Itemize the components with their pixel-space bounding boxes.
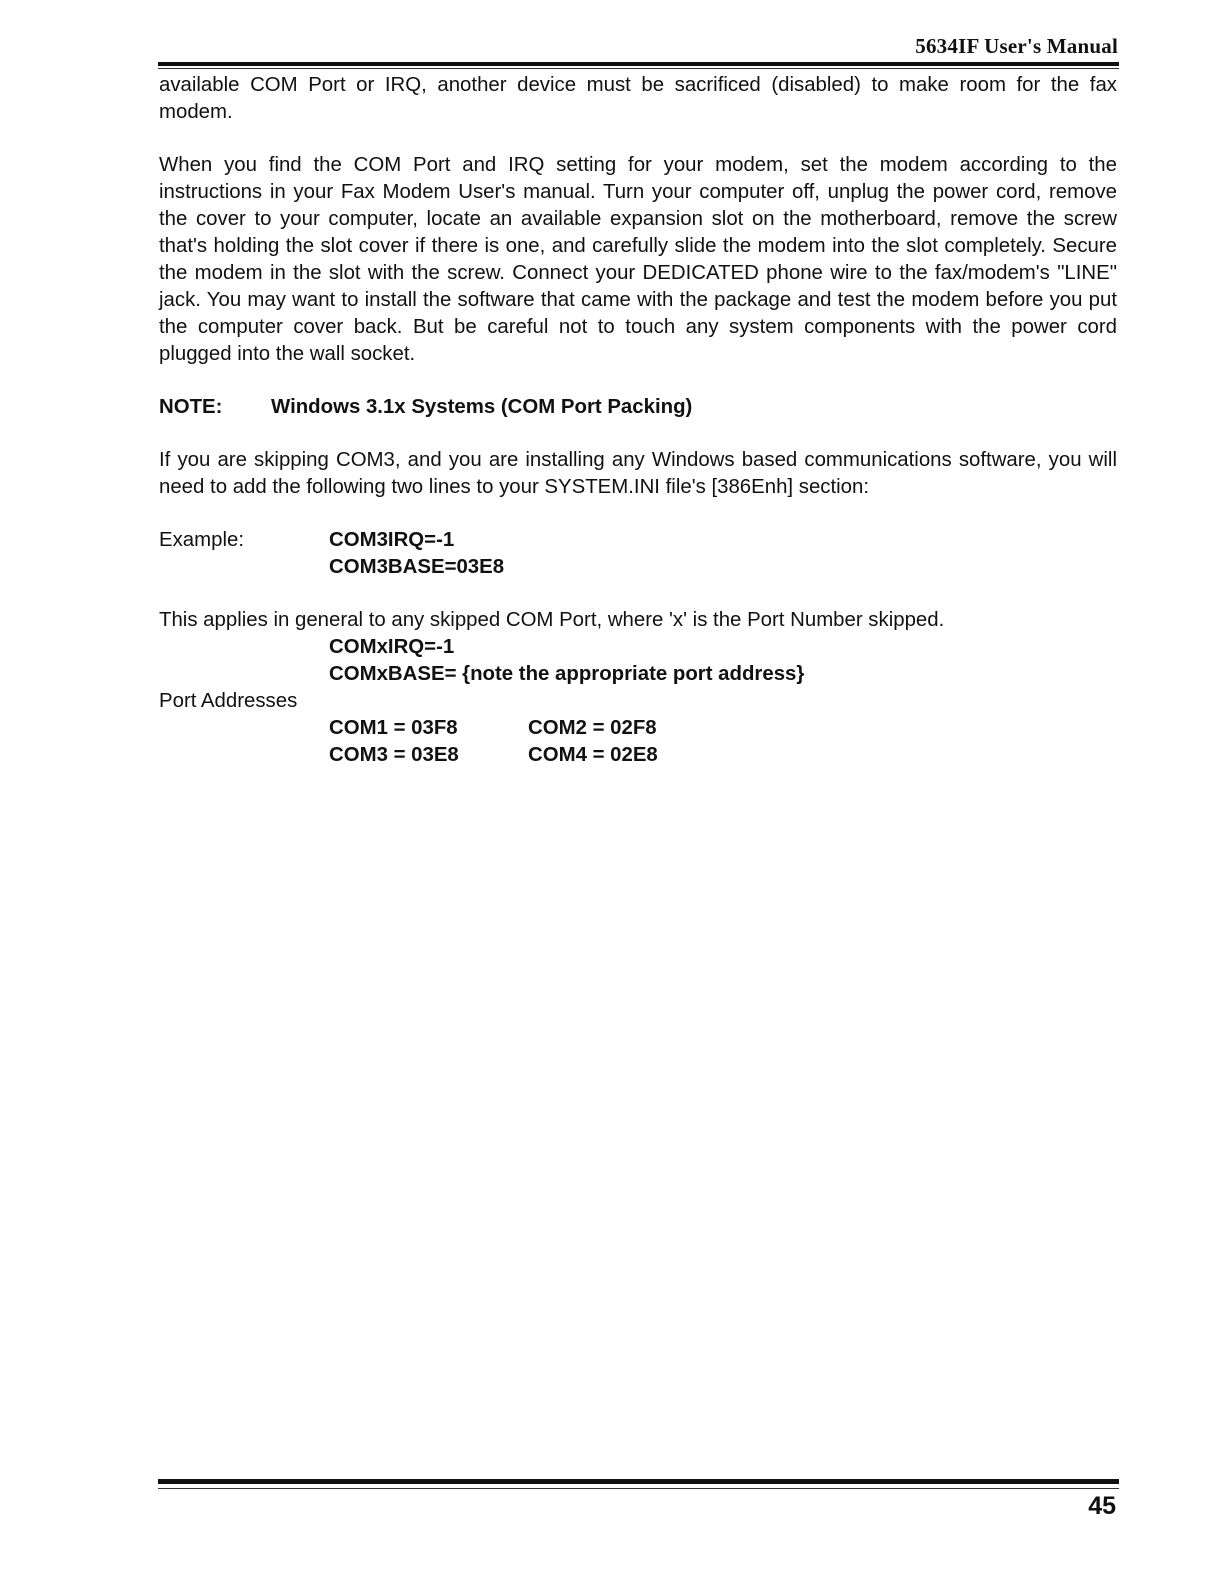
page-body [159,72,1117,769]
header-rule-thick [158,62,1119,66]
example-code [329,527,504,581]
port-address-com1: COM1 = 03F8 [329,717,458,739]
note-title: Windows 3.1x Systems (COM Port Packing) [271,396,693,418]
port-addresses-label: Port Addresses [159,690,298,712]
general-line-base: COMxBASE= {note the appropriate port address} [329,663,805,685]
general-code [159,634,1117,688]
paragraph-general: This applies in general to any skipped COM Port, where 'x' is the Port Number skipped. [159,609,945,631]
example-label: Example: [159,529,244,551]
example-block [159,527,1117,581]
paragraph-com-skipping: If you are skipping COM3, and you are installing any Windows based communications software, you will need to add the following two lines to your SYSTEM.INI file's [386Enh] section: [159,449,1117,498]
paragraph-continuation: available COM Port or IRQ, another device must be sacrificed (disabled) to make room for the fax modem. [159,74,1117,123]
note-heading [159,394,1117,421]
port-address-com2: COM2 = 02F8 [528,717,657,739]
port-address-com3: COM3 = 03E8 [329,744,459,766]
example-line-irq: COM3IRQ=-1 [329,529,455,551]
page-number: 45 [1088,1492,1116,1520]
footer-rule-thick [158,1479,1119,1484]
general-line-irq: COMxIRQ=-1 [329,636,455,658]
footer-rule-thin [158,1488,1119,1489]
header-rule-thin [158,68,1119,69]
example-line-base: COM3BASE=03E8 [329,556,505,578]
paragraph-installation: When you find the COM Port and IRQ setting for your modem, set the modem according to the instructions in your Fax Modem User's manual. Turn your computer off, unplug the power cord, remove the cover to your computer, locate an available expansion slot on the motherboard, remove the screw that's holding the slot cover if there is one, and carefully slide the modem into the slot completely. Secure the modem in the slot with the screw. Connect your DEDICATED phone wire to the fax/modem's "LINE" jack. You may want to install the software that came with the package and test the modem before you put the computer cover back. But be careful not to touch any system components with the power cord plugged into the wall socket. [159,154,1117,365]
port-row [329,742,1117,769]
port-row [329,715,1117,742]
running-header-title: 5634IF User's Manual [915,34,1118,58]
note-label: NOTE: [159,396,223,418]
port-address-table [159,715,1117,769]
port-address-com4: COM4 = 02E8 [528,744,658,766]
